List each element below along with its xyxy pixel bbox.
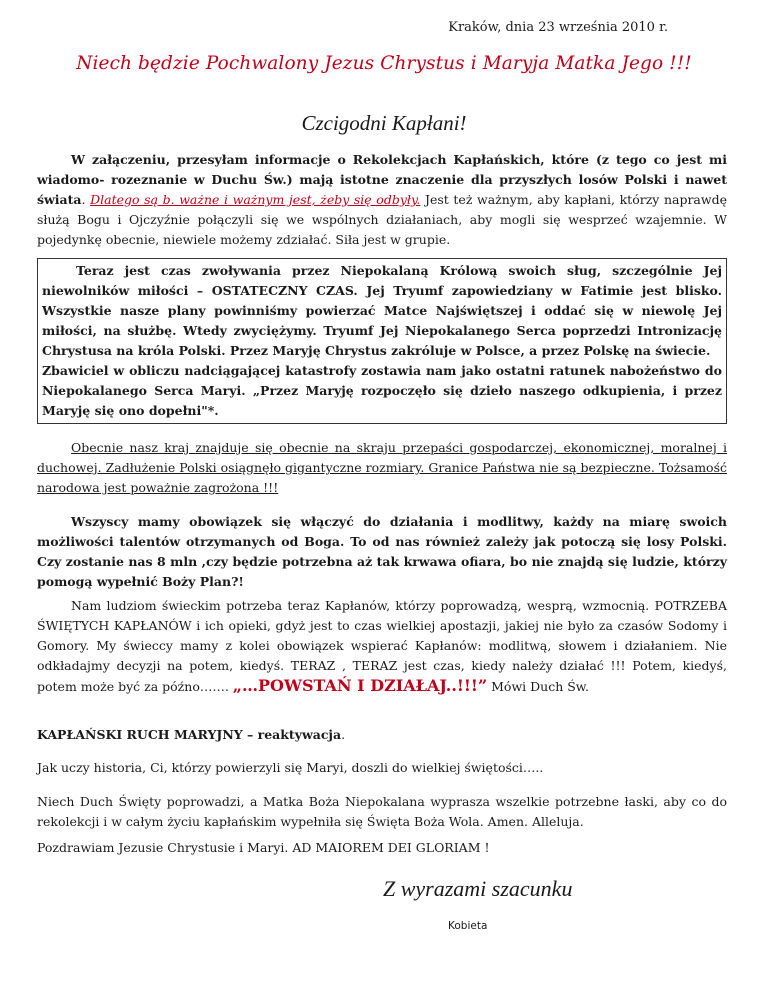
intro-bold-text: W załączeniu, przesyłam informacje o Rekolekcjach Kapłańskich, które (z tego co jest mi wiadomo- rozeznanie w Duchu Św.) mają istotne znaczenie dla przyszłych losów Polski i nawet świata [37, 152, 727, 207]
priests-end: Mówi Duch Św. [487, 679, 589, 694]
paragraph-history: Jak uczy historia, Ci, którzy powierzyli się Maryi, doszli do wielkiej świętości….. [37, 760, 544, 775]
box-paragraph-2: Zbawiciel w obliczu nadciągającej katastrofy zostawia nam jako ostatni ratunek nabożeństwo do Niepokalanego Serca Maryi. „Przez Maryję rozpoczęło się dzieło naszego odkupienia, i przez Maryję się ono dopełni"*. [42, 363, 722, 418]
letter-heading: Niech będzie Pochwalony Jezus Chrystus i Maryja Matka Jego !!! [76, 53, 692, 74]
letter-date: Kraków, dnia 23 września 2010 r. [448, 20, 668, 35]
shout-text: „…POWSTAŃ I DZIAŁAJ..!!!” [232, 676, 488, 695]
movement-title: KAPŁAŃSKI RUCH MARYJNY – reaktywacja [37, 727, 342, 742]
intro-period: . [81, 192, 91, 207]
closing-phrase: Z wyrazami szacunku [383, 876, 573, 901]
priests-text: Nam ludziom świeckim potrzeba teraz Kapłanów, którzy poprowadzą, wesprą, wzmocnią. POTRZEBA ŚWIĘTYCH KAPŁANÓW i ich opieki, gdyż jest to czas wielkiej apostazji, jakiej nie było za czasów Sodomy i Gomory. My świeccy mamy z kolei obowiązek wspierać Kapłanów: modlitwą, słowem i działaniem. Nie odkładajmy decyzji na potem, kiedyś. TERAZ , TERAZ jest czas, kiedy należy działać !!! Potem, kiedyś, potem może być za późno……. [37, 598, 727, 694]
paragraph-duty: Wszyscy mamy obowiązek się włączyć do działania i modlitwy, każdy na miarę swoich możliwości talentów otrzymanych od Boga. To od nas również zależy jak potoczą się losy Polski. Czy zostanie nas 8 mln ,czy będzie potrzebna aż tak krwawa ofiara, bo nie znajdą się ludzie, którzy pomogą wypełnić Boży Plan?! [37, 514, 727, 589]
paragraph-priests [37, 596, 727, 697]
intro-rest-text: Jest też ważnym, aby kapłani, którzy naprawdę służą Bogu i Ojczyźnie połączyli się we wspólnych działaniach, aby mogli się wesprzeć wzajemnie. W pojedynkę obecnie, niewiele możemy zdziałać. Siła jest w grupie. [37, 192, 727, 247]
box-paragraph-1: Teraz jest czas zwoływania przez Niepokalaną Królową swoich sług, szczególnie Jej niewolników miłości – OSTATECZNY CZAS. Jej Tryumf zapowiedziany w Fatimie jest blisko. Wszystkie nasze plany powinniśmy powierzać Matce Najświętszej i oddać się w niewolę Jej miłości, na służbę. Wtedy zwyciężymy. Tryumf Jej Niepokalanego Serca poprzedzi Intronizację Chrystusa na króla Polski. Przez Maryję Chrystus zakróluje w Polsce, a przez Polskę na świecie. [42, 263, 722, 358]
paragraph-intro [37, 150, 727, 250]
paragraph-movement [37, 725, 727, 745]
paragraph-situation: Obecnie nasz kraj znajduje się obecnie na skraju przepaści gospodarczej, ekonomicznej, moralnej i duchowej. Zadłużenie Polski osiągnęło gigantyczne rozmiary. Granice Państwa nie są bezpieczne. Tożsamość narodowa jest poważnie zagrożona !!! [37, 440, 727, 495]
intro-red-text: Dlatego są b. ważne i ważnym jest, żeby się odbyły. [90, 192, 421, 207]
boxed-message [37, 258, 727, 424]
signature: Kobieta [448, 920, 488, 932]
paragraph-greeting: Pozdrawiam Jezusie Chrystusie i Maryi. AD MAIOREM DEI GLORIAM ! [37, 840, 490, 855]
movement-end: . [341, 727, 346, 742]
paragraph-blessing: Niech Duch Święty poprowadzi, a Matka Boża Niepokalana wyprasza wszelkie potrzebne łaski, aby co do rekolekcji i w całym życiu kapłańskim wypełniła się Święta Boża Wola. Amen. Alleluja. [37, 794, 727, 829]
salutation: Czcigodni Kapłani! [301, 111, 467, 135]
